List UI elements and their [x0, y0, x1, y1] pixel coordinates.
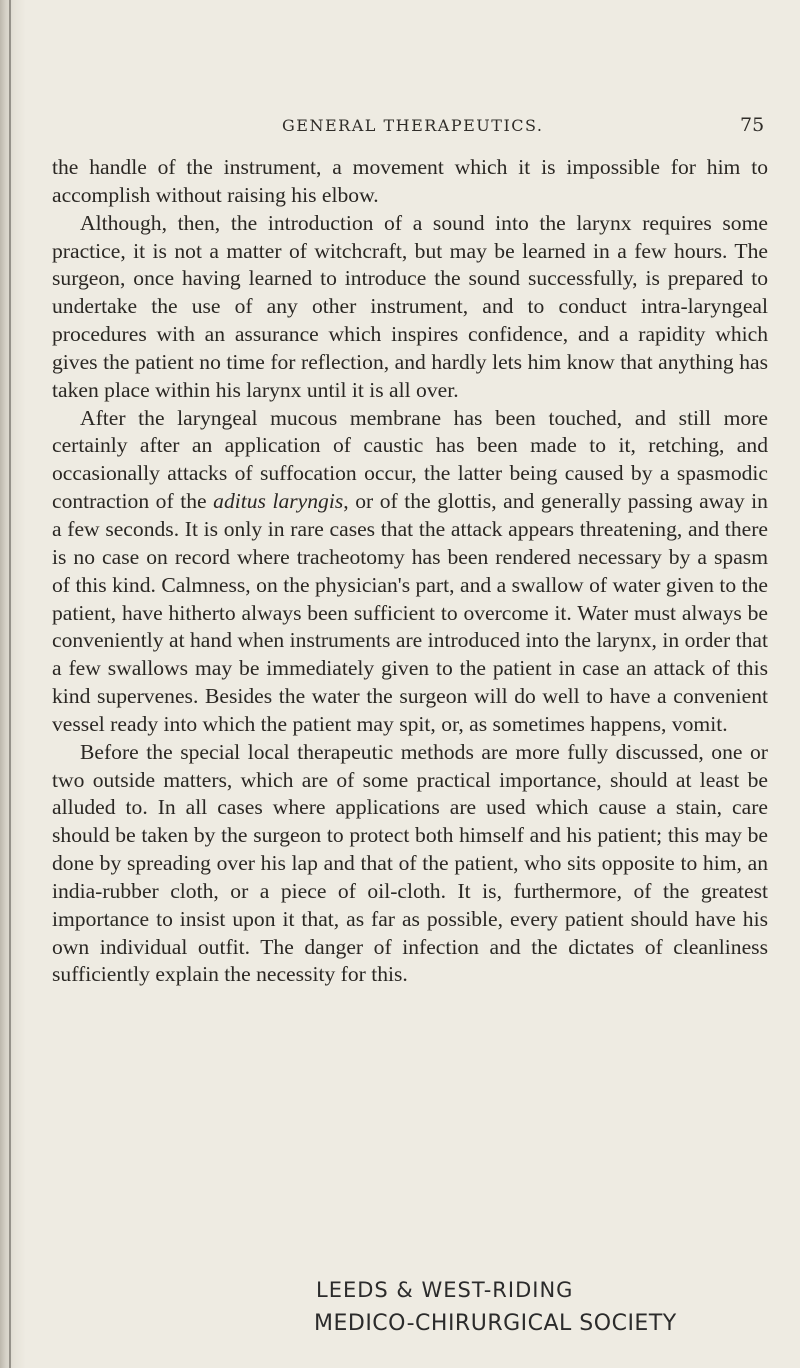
page-binding-edge	[0, 0, 26, 1368]
paragraph-3-text-b: , or of the glottis, and generally passing away in a few seconds. It is only in rare cases that the attack appears threatening, and there is no case on record where tracheotomy has been rendered necessary by a spasm of this kind. Calmness, on the physician's part, and a swallow of water given to the patient, have hitherto always been sufficient to overcome it. Water must always be conveniently at hand when instruments are introduced into the larynx, in order that a few swallows may be immediately given to the patient in case an attack of this kind supervenes. Besides the water the surgeon will do well to have a convenient vessel ready into which the patient may spit, or, as sometimes happens, vomit.	[52, 489, 768, 736]
paragraph-3-text-a: After the laryngeal mucous membrane has been touched, and still more certainly after an application of caustic has been made to it, retching, and occasionally attacks of suffocation occur, the latter being caused by a spasmodic contraction of the	[52, 405, 768, 514]
paragraph-4	[52, 739, 768, 990]
library-stamp	[316, 1280, 677, 1335]
paragraph-1	[52, 154, 768, 210]
page-header-title: GENERAL THERAPEUTICS.	[282, 116, 544, 135]
paragraph-3	[52, 405, 768, 739]
paragraph-4-text: Before the special local therapeutic methods are more fully discussed, one or two outside matters, which are of some practical importance, should at least be alluded to. In all cases where applications are used which cause a stain, care should be taken by the surgeon to protect both himself and his patient; this may be done by spreading over his lap and that of the patient, who sits opposite to him, an india-rubber cloth, or a piece of oil-cloth. It is, furthermore, of the greatest importance to insist upon it that, as far as possible, every patient should have his own individual outfit. The danger of infection and the dictates of cleanliness sufficiently explain the necessity for this.	[52, 739, 768, 987]
running-head	[0, 116, 800, 140]
stamp-line-2: MEDICO-CHIRURGICAL SOCIETY	[314, 1311, 677, 1336]
latin-term-aditus-laryngis: aditus laryngis	[213, 489, 344, 514]
stamp-line-1: LEEDS & WEST-RIDING	[316, 1278, 574, 1302]
paragraph-1-text: the handle of the instrument, a movement which it is impossible for him to accomplish without raising his elbow.	[52, 155, 768, 207]
body-text	[52, 154, 768, 989]
page-number: 75	[740, 114, 765, 136]
paragraph-2	[52, 210, 768, 405]
paragraph-2-text: Although, then, the introduction of a sound into the larynx requires some practice, it is not a matter of witchcraft, but may be learned in a few hours. The surgeon, once having learned to introduce the sound successfully, is prepared to undertake the use of any other instrument, and to conduct intra-laryngeal procedures with an assurance which inspires confidence, and a rapidity which gives the patient no time for reflection, and hardly lets him know that anything has taken place within his larynx until it is all over.	[52, 210, 768, 402]
